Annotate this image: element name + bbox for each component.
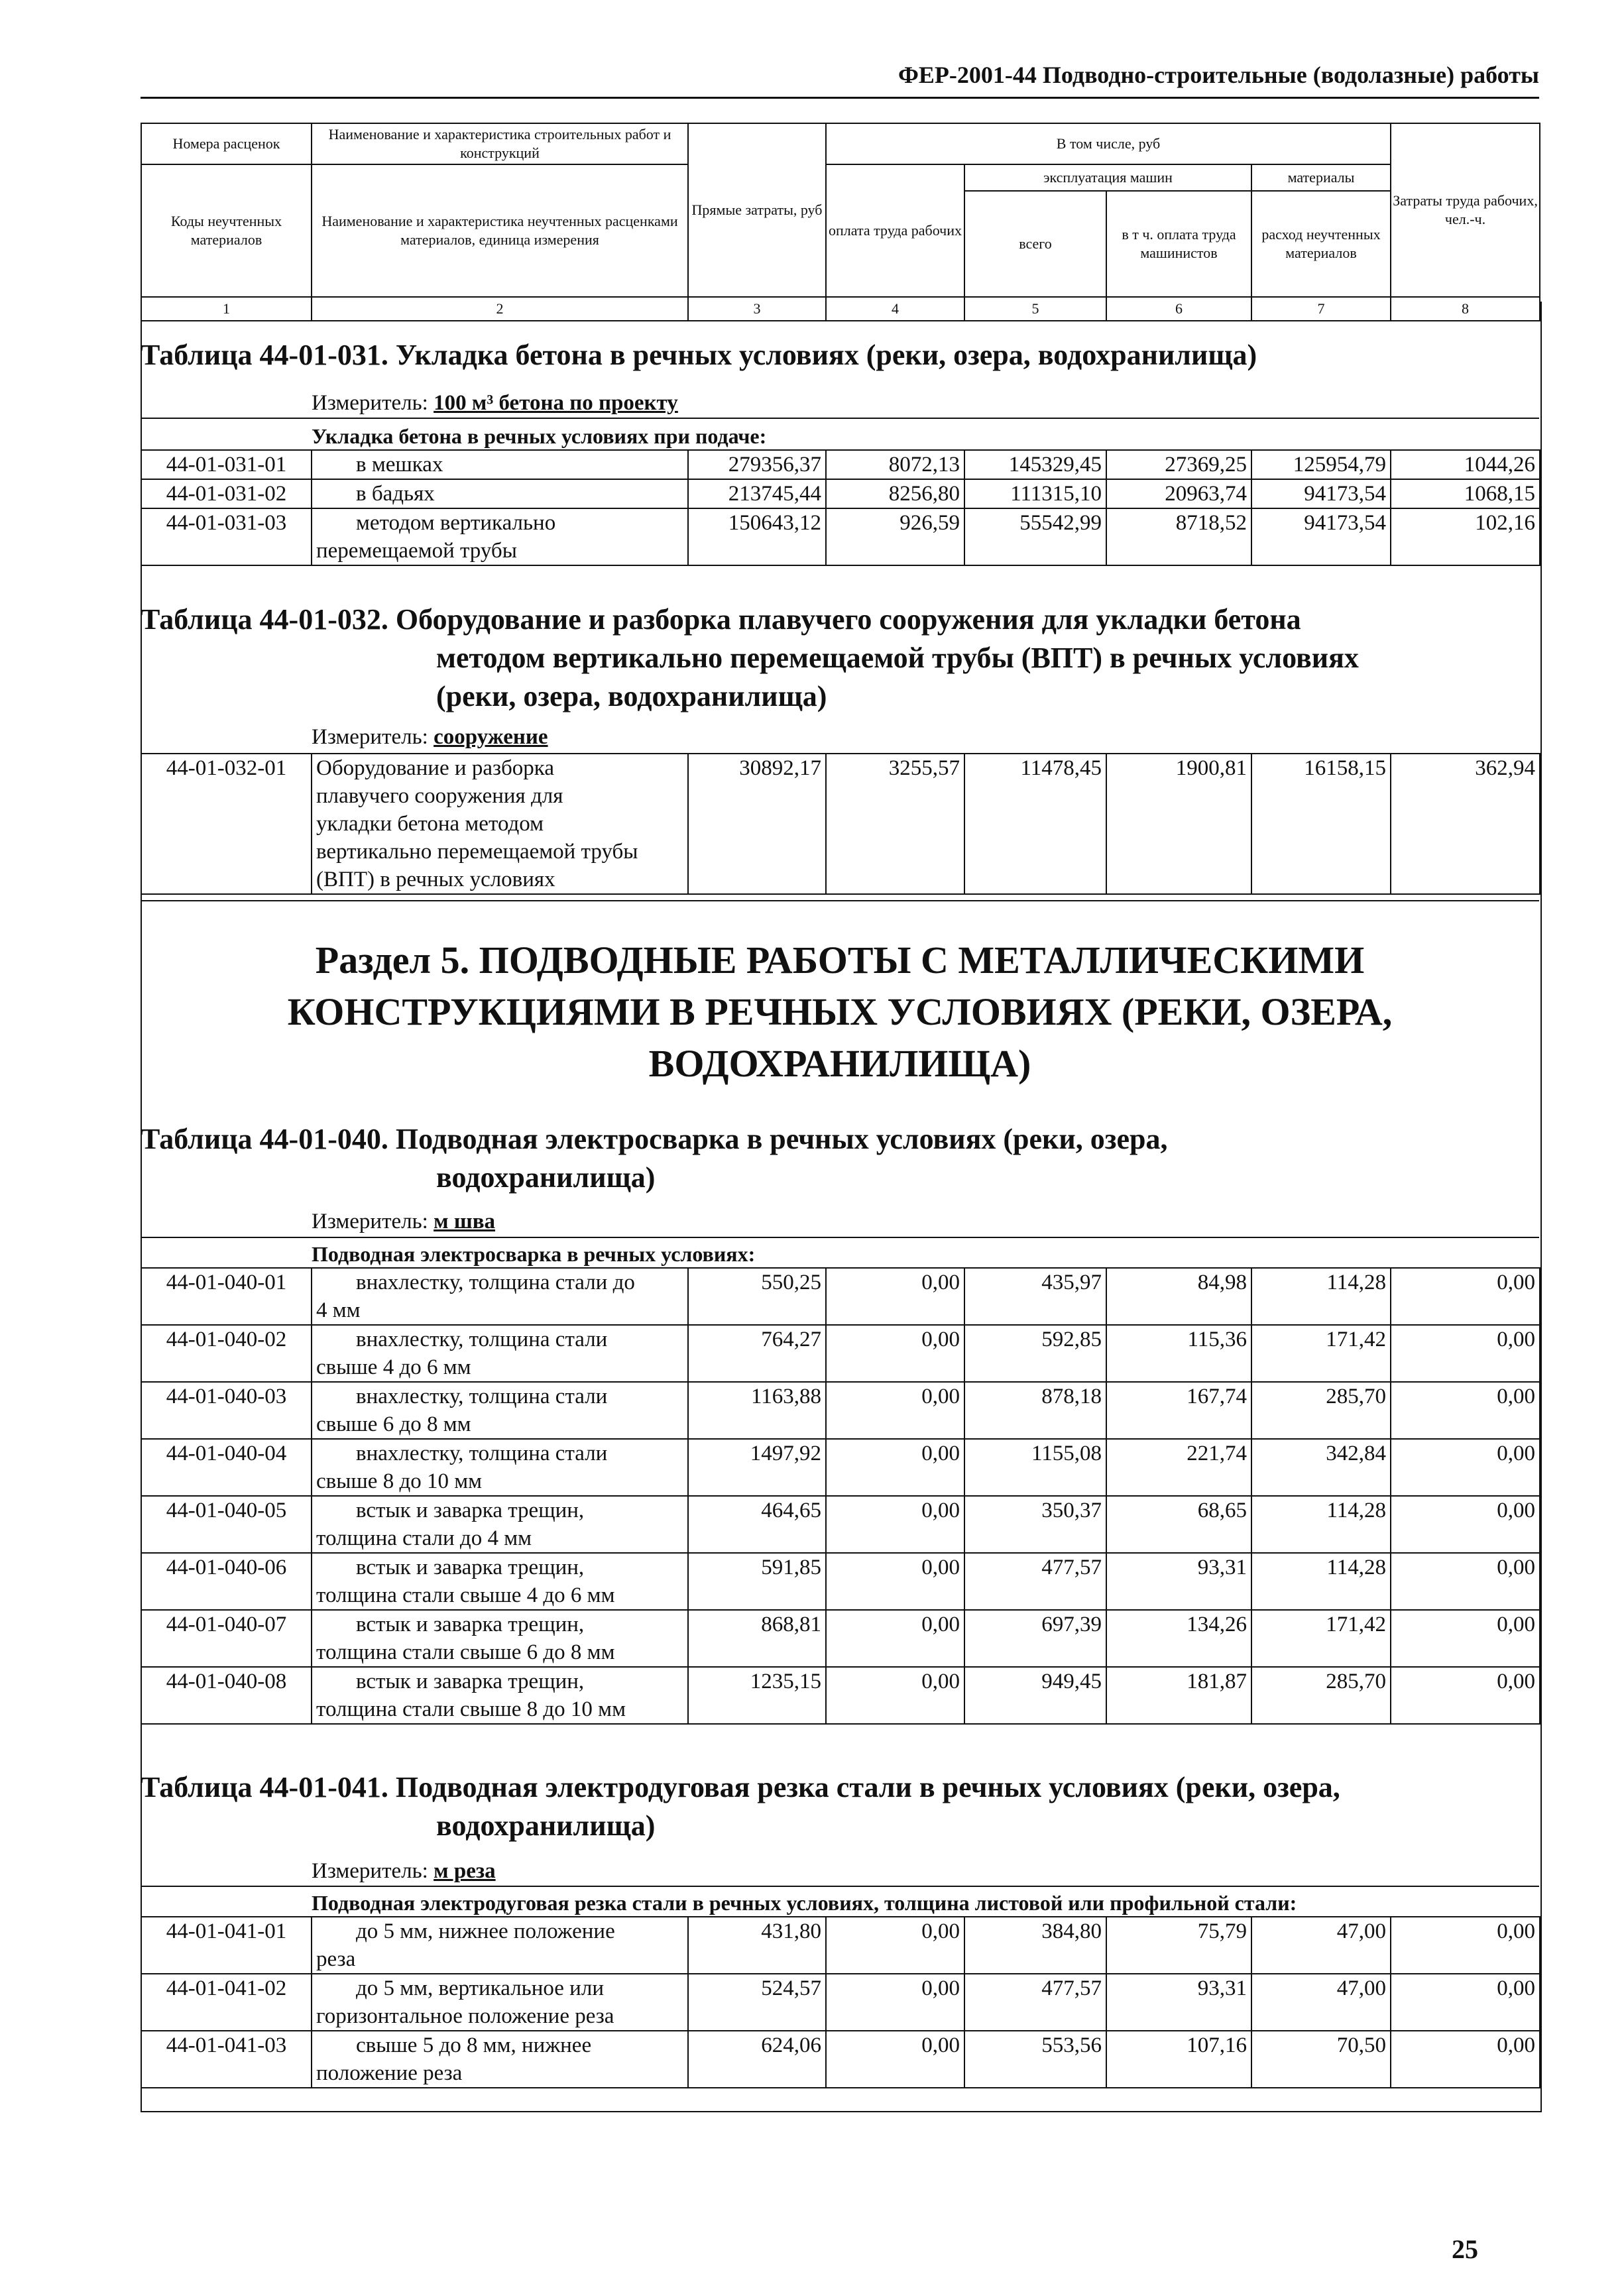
row-direct-costs: 150643,12 [688,508,826,565]
table-row [141,1268,1540,1325]
row-machines-total: 435,97 [964,1268,1106,1325]
row-code: 44-01-031-01 [141,450,312,479]
row-machinists-pay: 68,65 [1106,1496,1251,1553]
running-header-title: ФЕР-2001-44 Подводно-строительные (водолазные) работы [898,62,1539,88]
row-labor-hours: 0,00 [1391,1382,1540,1439]
row-direct-costs: 1235,15 [688,1667,826,1724]
divider [141,1886,1539,1887]
table-row [141,1667,1540,1724]
row-code: 44-01-041-01 [141,1917,312,1974]
row-name-line: встык и заварка трещин, [356,1499,585,1522]
row-machinists-pay: 115,36 [1106,1325,1251,1382]
table-row [141,479,1540,508]
row-labor-pay: 0,00 [826,1553,964,1610]
col3-header: Прямые затраты, руб [688,123,826,297]
row-machinists-pay: 27369,25 [1106,450,1251,479]
row-machinists-pay: 8718,52 [1106,508,1251,565]
table-040-measure [312,1208,495,1235]
row-machines-total: 592,85 [964,1325,1106,1382]
section-5-title [141,935,1539,1090]
materials-header: материалы [1251,164,1391,191]
row-machines-total: 477,57 [964,1553,1106,1610]
table-040-name-line2: водохранилища) [436,1161,656,1194]
row-materials: 285,70 [1251,1667,1391,1724]
row-labor-hours: 1044,26 [1391,450,1540,479]
row-name-line: Оборудование и разборка [316,756,554,780]
row-name-line: свыше 4 до 6 мм [316,1355,471,1379]
row-labor-pay: 0,00 [826,1496,964,1553]
row-machinists-pay: 1900,81 [1106,754,1251,894]
row-labor-pay: 8072,13 [826,450,964,479]
row-machines-total: 145329,45 [964,450,1106,479]
measure-value: м шва [434,1210,496,1233]
row-labor-hours: 0,00 [1391,1610,1540,1667]
row-direct-costs: 30892,17 [688,754,826,894]
row-name-line: толщина стали свыше 6 до 8 мм [316,1640,615,1664]
row-name-line: толщина стали свыше 8 до 10 мм [316,1697,626,1721]
row-name [312,479,688,508]
col4-header: оплата труда рабочих [826,164,964,297]
row-labor-pay: 0,00 [826,1382,964,1439]
table-032-measure [312,724,548,750]
measure-label: Измеритель: [312,725,428,749]
row-machines-total: 55542,99 [964,508,1106,565]
table-032-name-line3: (реки, озера, водохранилища) [436,680,827,712]
row-labor-pay: 0,00 [826,1610,964,1667]
row-code: 44-01-041-02 [141,1974,312,2031]
table-031-name: Укладка бетона в речных условиях (реки, озера, водохранилища) [395,339,1257,371]
row-labor-pay: 0,00 [826,1917,964,1974]
table-040-rows [141,1267,1540,1725]
row-materials: 114,28 [1251,1268,1391,1325]
col7-header: расход неучтенных материалов [1251,191,1391,297]
row-name-line: горизонтальное положение реза [316,2004,614,2028]
col2-bottom: Наименование и характеристика неучтенных расценками материалов, единица измерения [312,164,688,297]
row-name-line: в бадьях [356,482,435,506]
row-code: 44-01-040-03 [141,1382,312,1439]
table-row [141,1382,1540,1439]
row-materials: 114,28 [1251,1553,1391,1610]
col-number: 8 [1391,297,1540,321]
row-name-line: встык и заварка трещин, [356,1670,585,1693]
row-name [312,1610,688,1667]
row-machinists-pay: 221,74 [1106,1439,1251,1496]
col1-bottom: Коды неучтенных материалов [141,164,312,297]
row-machines-total: 477,57 [964,1974,1106,2031]
column-header-table [141,123,1540,321]
row-labor-hours: 0,00 [1391,1496,1540,1553]
row-machinists-pay: 134,26 [1106,1610,1251,1667]
row-name-line: до 5 мм, нижнее положение [356,1919,615,1943]
table-040-number: Таблица 44-01-040. [141,1123,388,1155]
row-direct-costs: 464,65 [688,1496,826,1553]
row-materials: 16158,15 [1251,754,1391,894]
row-code: 44-01-031-02 [141,479,312,508]
row-labor-pay: 0,00 [826,1974,964,2031]
table-031-measure [312,390,678,416]
row-direct-costs: 868,81 [688,1610,826,1667]
col-number: 3 [688,297,826,321]
row-name [312,1496,688,1553]
row-machinists-pay: 84,98 [1106,1268,1251,1325]
table-031-subhead: Укладка бетона в речных условиях при подаче: [312,424,767,448]
running-header [141,61,1539,99]
row-labor-hours: 1068,15 [1391,479,1540,508]
measure-label: Измеритель: [312,1859,428,1883]
table-041-subhead: Подводная электродуговая резка стали в речных условиях, толщина листовой или профильной стали: [312,1891,1297,1915]
row-machines-total: 553,56 [964,2031,1106,2088]
row-direct-costs: 624,06 [688,2031,826,2088]
row-code: 44-01-041-03 [141,2031,312,2088]
row-machinists-pay: 20963,74 [1106,479,1251,508]
section-5-line3: ВОДОХРАНИЛИЩА) [648,1042,1031,1085]
row-name-line: толщина стали до 4 мм [316,1526,532,1550]
row-materials: 47,00 [1251,1974,1391,2031]
table-041-rows [141,1916,1540,2088]
machines-header: эксплуатация машин [964,164,1251,191]
table-041-title [141,1768,1340,1845]
row-labor-hours: 102,16 [1391,508,1540,565]
row-machines-total: 949,45 [964,1667,1106,1724]
row-name [312,1917,688,1974]
row-name [312,1439,688,1496]
row-name-line: внахлестку, толщина стали до [356,1271,635,1294]
row-machinists-pay: 75,79 [1106,1917,1251,1974]
row-name-line: свыше 6 до 8 мм [316,1412,471,1436]
row-name [312,1325,688,1382]
table-row [141,1974,1540,2031]
row-name-line: плавучего сооружения для [316,784,563,808]
col-number: 7 [1251,297,1391,321]
col1-top: Номера расценок [141,123,312,164]
table-032-title [141,600,1359,716]
row-name-line: методом вертикально [356,511,556,535]
table-row [141,1610,1540,1667]
row-name-line: внахлестку, толщина стали [356,1442,608,1465]
col6-header: в т ч. оплата труда машинистов [1106,191,1251,297]
row-labor-hours: 362,94 [1391,754,1540,894]
row-materials: 171,42 [1251,1610,1391,1667]
row-name-line: толщина стали свыше 4 до 6 мм [316,1583,615,1607]
row-machinists-pay: 107,16 [1106,2031,1251,2088]
row-name-line: перемещаемой трубы [316,539,517,563]
row-name [312,754,688,894]
row-machines-total: 384,80 [964,1917,1106,1974]
row-labor-hours: 0,00 [1391,2031,1540,2088]
row-machinists-pay: 93,31 [1106,1553,1251,1610]
row-materials: 171,42 [1251,1325,1391,1382]
table-040-subhead: Подводная электросварка в речных условиях: [312,1242,756,1266]
row-name [312,1553,688,1610]
row-code: 44-01-040-07 [141,1610,312,1667]
table-040-title [141,1120,1167,1197]
table-031-title [141,336,1257,374]
row-code: 44-01-032-01 [141,754,312,894]
table-041-name-line2: водохранилища) [436,1809,656,1842]
row-machines-total: 111315,10 [964,479,1106,508]
row-machines-total: 878,18 [964,1382,1106,1439]
row-labor-hours: 0,00 [1391,1917,1540,1974]
row-machinists-pay: 181,87 [1106,1667,1251,1724]
row-code: 44-01-040-05 [141,1496,312,1553]
row-labor-pay: 926,59 [826,508,964,565]
row-name-line: вертикально перемещаемой трубы [316,840,638,864]
row-code: 44-01-040-04 [141,1439,312,1496]
table-040-name-line1: Подводная электросварка в речных условиях (реки, озера, [395,1123,1168,1155]
row-code: 44-01-031-03 [141,508,312,565]
row-labor-hours: 0,00 [1391,1439,1540,1496]
row-labor-hours: 0,00 [1391,1974,1540,2031]
row-labor-pay: 0,00 [826,1325,964,1382]
measure-value: сооружение [434,725,548,749]
row-direct-costs: 213745,44 [688,479,826,508]
row-labor-hours: 0,00 [1391,1553,1540,1610]
table-row [141,1439,1540,1496]
col-number: 5 [964,297,1106,321]
col5-header: всего [964,191,1106,297]
divider [141,418,1539,419]
row-direct-costs: 1497,92 [688,1439,826,1496]
table-032-number: Таблица 44-01-032. [141,603,388,636]
measure-value: 100 м³ бетона по проекту [434,391,678,415]
row-materials: 285,70 [1251,1382,1391,1439]
row-name [312,1667,688,1724]
row-labor-pay: 3255,57 [826,754,964,894]
row-direct-costs: 1163,88 [688,1382,826,1439]
measure-value: м реза [434,1859,496,1883]
group-header: В том числе, руб [826,123,1391,164]
table-032-name-line2: методом вертикально перемещаемой трубы (ВПТ) в речных условиях [436,642,1359,674]
row-labor-hours: 0,00 [1391,1667,1540,1724]
row-materials: 125954,79 [1251,450,1391,479]
row-materials: 94173,54 [1251,479,1391,508]
row-machines-total: 1155,08 [964,1439,1106,1496]
row-machines-total: 350,37 [964,1496,1106,1553]
row-name [312,508,688,565]
page-number: 25 [1452,2234,1478,2264]
row-name-line: внахлестку, толщина стали [356,1328,608,1351]
row-labor-pay: 0,00 [826,1667,964,1724]
row-materials: 47,00 [1251,1917,1391,1974]
table-row [141,508,1540,565]
table-row [141,2031,1540,2088]
table-row [141,754,1540,894]
row-name-line: (ВПТ) в речных условиях [316,868,555,891]
row-direct-costs: 431,80 [688,1917,826,1974]
table-032-rows [141,753,1540,895]
row-name-line: реза [316,1947,356,1971]
row-name-line: 4 мм [316,1298,361,1322]
table-032-name-line1: Оборудование и разборка плавучего сооружения для укладки бетона [395,603,1301,636]
row-name-line: в мешках [356,453,443,477]
row-name-line: укладки бетона методом [316,812,544,836]
row-machines-total: 697,39 [964,1610,1106,1667]
row-labor-pay: 0,00 [826,1439,964,1496]
row-name-line: встык и заварка трещин, [356,1556,585,1579]
row-code: 44-01-040-08 [141,1667,312,1724]
row-direct-costs: 524,57 [688,1974,826,2031]
row-name-line: внахлестку, толщина стали [356,1385,608,1408]
table-031-rows [141,449,1540,566]
row-direct-costs: 550,25 [688,1268,826,1325]
row-machinists-pay: 167,74 [1106,1382,1251,1439]
measure-label: Измеритель: [312,391,428,415]
row-materials: 342,84 [1251,1439,1391,1496]
row-labor-hours: 0,00 [1391,1325,1540,1382]
row-name [312,2031,688,2088]
col-number: 1 [141,297,312,321]
row-name-line: положение реза [316,2061,463,2085]
table-row [141,1325,1540,1382]
col-number: 2 [312,297,688,321]
col2-top: Наименование и характеристика строительных работ и конструкций [312,123,688,164]
row-name-line: свыше 5 до 8 мм, нижнее [356,2033,592,2057]
col-number: 4 [826,297,964,321]
row-code: 44-01-040-06 [141,1553,312,1610]
table-031-number: Таблица 44-01-031. [141,339,388,371]
col-number: 6 [1106,297,1251,321]
row-materials: 94173,54 [1251,508,1391,565]
row-machinists-pay: 93,31 [1106,1974,1251,2031]
table-row [141,1553,1540,1610]
table-041-measure [312,1858,496,1884]
row-labor-pay: 0,00 [826,2031,964,2088]
divider [141,1237,1539,1238]
row-name-line: до 5 мм, вертикальное или [356,1976,604,2000]
row-labor-pay: 8256,80 [826,479,964,508]
section-5-line1: Раздел 5. ПОДВОДНЫЕ РАБОТЫ С МЕТАЛЛИЧЕСКИМИ [315,939,1365,982]
row-machines-total: 11478,45 [964,754,1106,894]
table-041-name-line1: Подводная электродуговая резка стали в речных условиях (реки, озера, [395,1771,1340,1803]
table-row [141,1917,1540,1974]
row-code: 44-01-040-02 [141,1325,312,1382]
row-name [312,450,688,479]
row-materials: 70,50 [1251,2031,1391,2088]
row-labor-pay: 0,00 [826,1268,964,1325]
row-direct-costs: 764,27 [688,1325,826,1382]
table-041-number: Таблица 44-01-041. [141,1771,388,1803]
row-name [312,1382,688,1439]
divider [141,900,1539,901]
col8-header: Затраты труда рабочих, чел.-ч. [1391,123,1540,297]
table-row [141,1496,1540,1553]
row-direct-costs: 279356,37 [688,450,826,479]
table-row [141,450,1540,479]
section-5-line2: КОНСТРУКЦИЯМИ В РЕЧНЫХ УСЛОВИЯХ (РЕКИ, ОЗЕРА, [287,990,1393,1033]
row-labor-hours: 0,00 [1391,1268,1540,1325]
row-name [312,1974,688,2031]
row-direct-costs: 591,85 [688,1553,826,1610]
row-name-line: встык и заварка трещин, [356,1613,585,1636]
row-name [312,1268,688,1325]
row-name-line: свыше 8 до 10 мм [316,1469,483,1493]
row-code: 44-01-040-01 [141,1268,312,1325]
row-materials: 114,28 [1251,1496,1391,1553]
measure-label: Измеритель: [312,1210,428,1233]
